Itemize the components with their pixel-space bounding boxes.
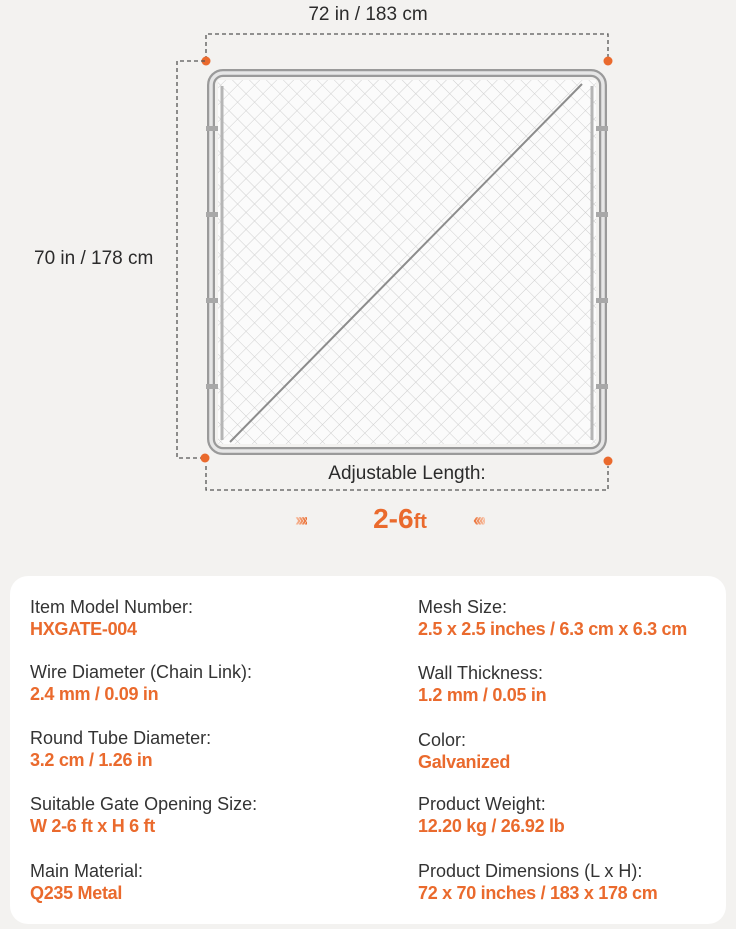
spec-label: Suitable Gate Opening Size: (30, 794, 258, 814)
spec-label: Product Weight: (418, 794, 546, 814)
adjustable-range-value: 2-6 (373, 503, 414, 534)
spec-product-weight (418, 793, 564, 837)
spec-value: 1.2 mm / 0.05 in (418, 685, 547, 705)
adjustable-length-label: Adjustable Length: (328, 463, 486, 484)
height-dimension-label: 70 in / 178 cm (34, 248, 154, 269)
height-dimension-line (177, 61, 210, 463)
spec-value: 2.5 x 2.5 inches / 6.3 cm x 6.3 cm (418, 619, 687, 639)
spec-label: Item Model Number: (30, 597, 194, 617)
spec-label: Mesh Size: (418, 597, 508, 617)
spec-value: 12.20 kg / 26.92 lb (418, 816, 565, 836)
spec-value: Galvanized (418, 752, 511, 772)
spec-color (418, 729, 510, 773)
spec-value: HXGATE-004 (30, 619, 137, 639)
spec-mesh-size (418, 596, 687, 640)
spec-product-dimensions (418, 860, 657, 904)
spec-label: Color: (418, 730, 467, 750)
chevron-right-icon: ›››› (295, 510, 307, 530)
adjustable-range (0, 503, 736, 535)
spec-value: 72 x 70 inches / 183 x 178 cm (418, 883, 658, 903)
specs-card (10, 576, 726, 924)
width-dimension-label: 72 in / 183 cm (308, 4, 428, 25)
width-dimension-line (202, 34, 613, 66)
spec-label: Wire Diameter (Chain Link): (30, 662, 253, 682)
spec-wire-diameter (30, 661, 252, 705)
spec-label: Main Material: (30, 861, 144, 881)
adjustable-range-unit: ft (413, 511, 427, 533)
spec-main-material (30, 860, 143, 904)
spec-value: 3.2 cm / 1.26 in (30, 750, 153, 770)
spec-item-model-number (30, 596, 193, 640)
spec-value: Q235 Metal (30, 883, 123, 903)
spec-wall-thickness (418, 662, 546, 706)
spec-label: Round Tube Diameter: (30, 728, 212, 748)
spec-value: 2.4 mm / 0.09 in (30, 684, 159, 704)
spec-label: Product Dimensions (L x H): (418, 861, 643, 881)
chevron-left-icon: ‹‹‹‹ (473, 510, 485, 530)
spec-label: Wall Thickness: (418, 663, 544, 683)
spec-round-tube-diameter (30, 727, 211, 771)
spec-gate-opening-size (30, 793, 257, 837)
spec-value: W 2-6 ft x H 6 ft (30, 816, 155, 836)
